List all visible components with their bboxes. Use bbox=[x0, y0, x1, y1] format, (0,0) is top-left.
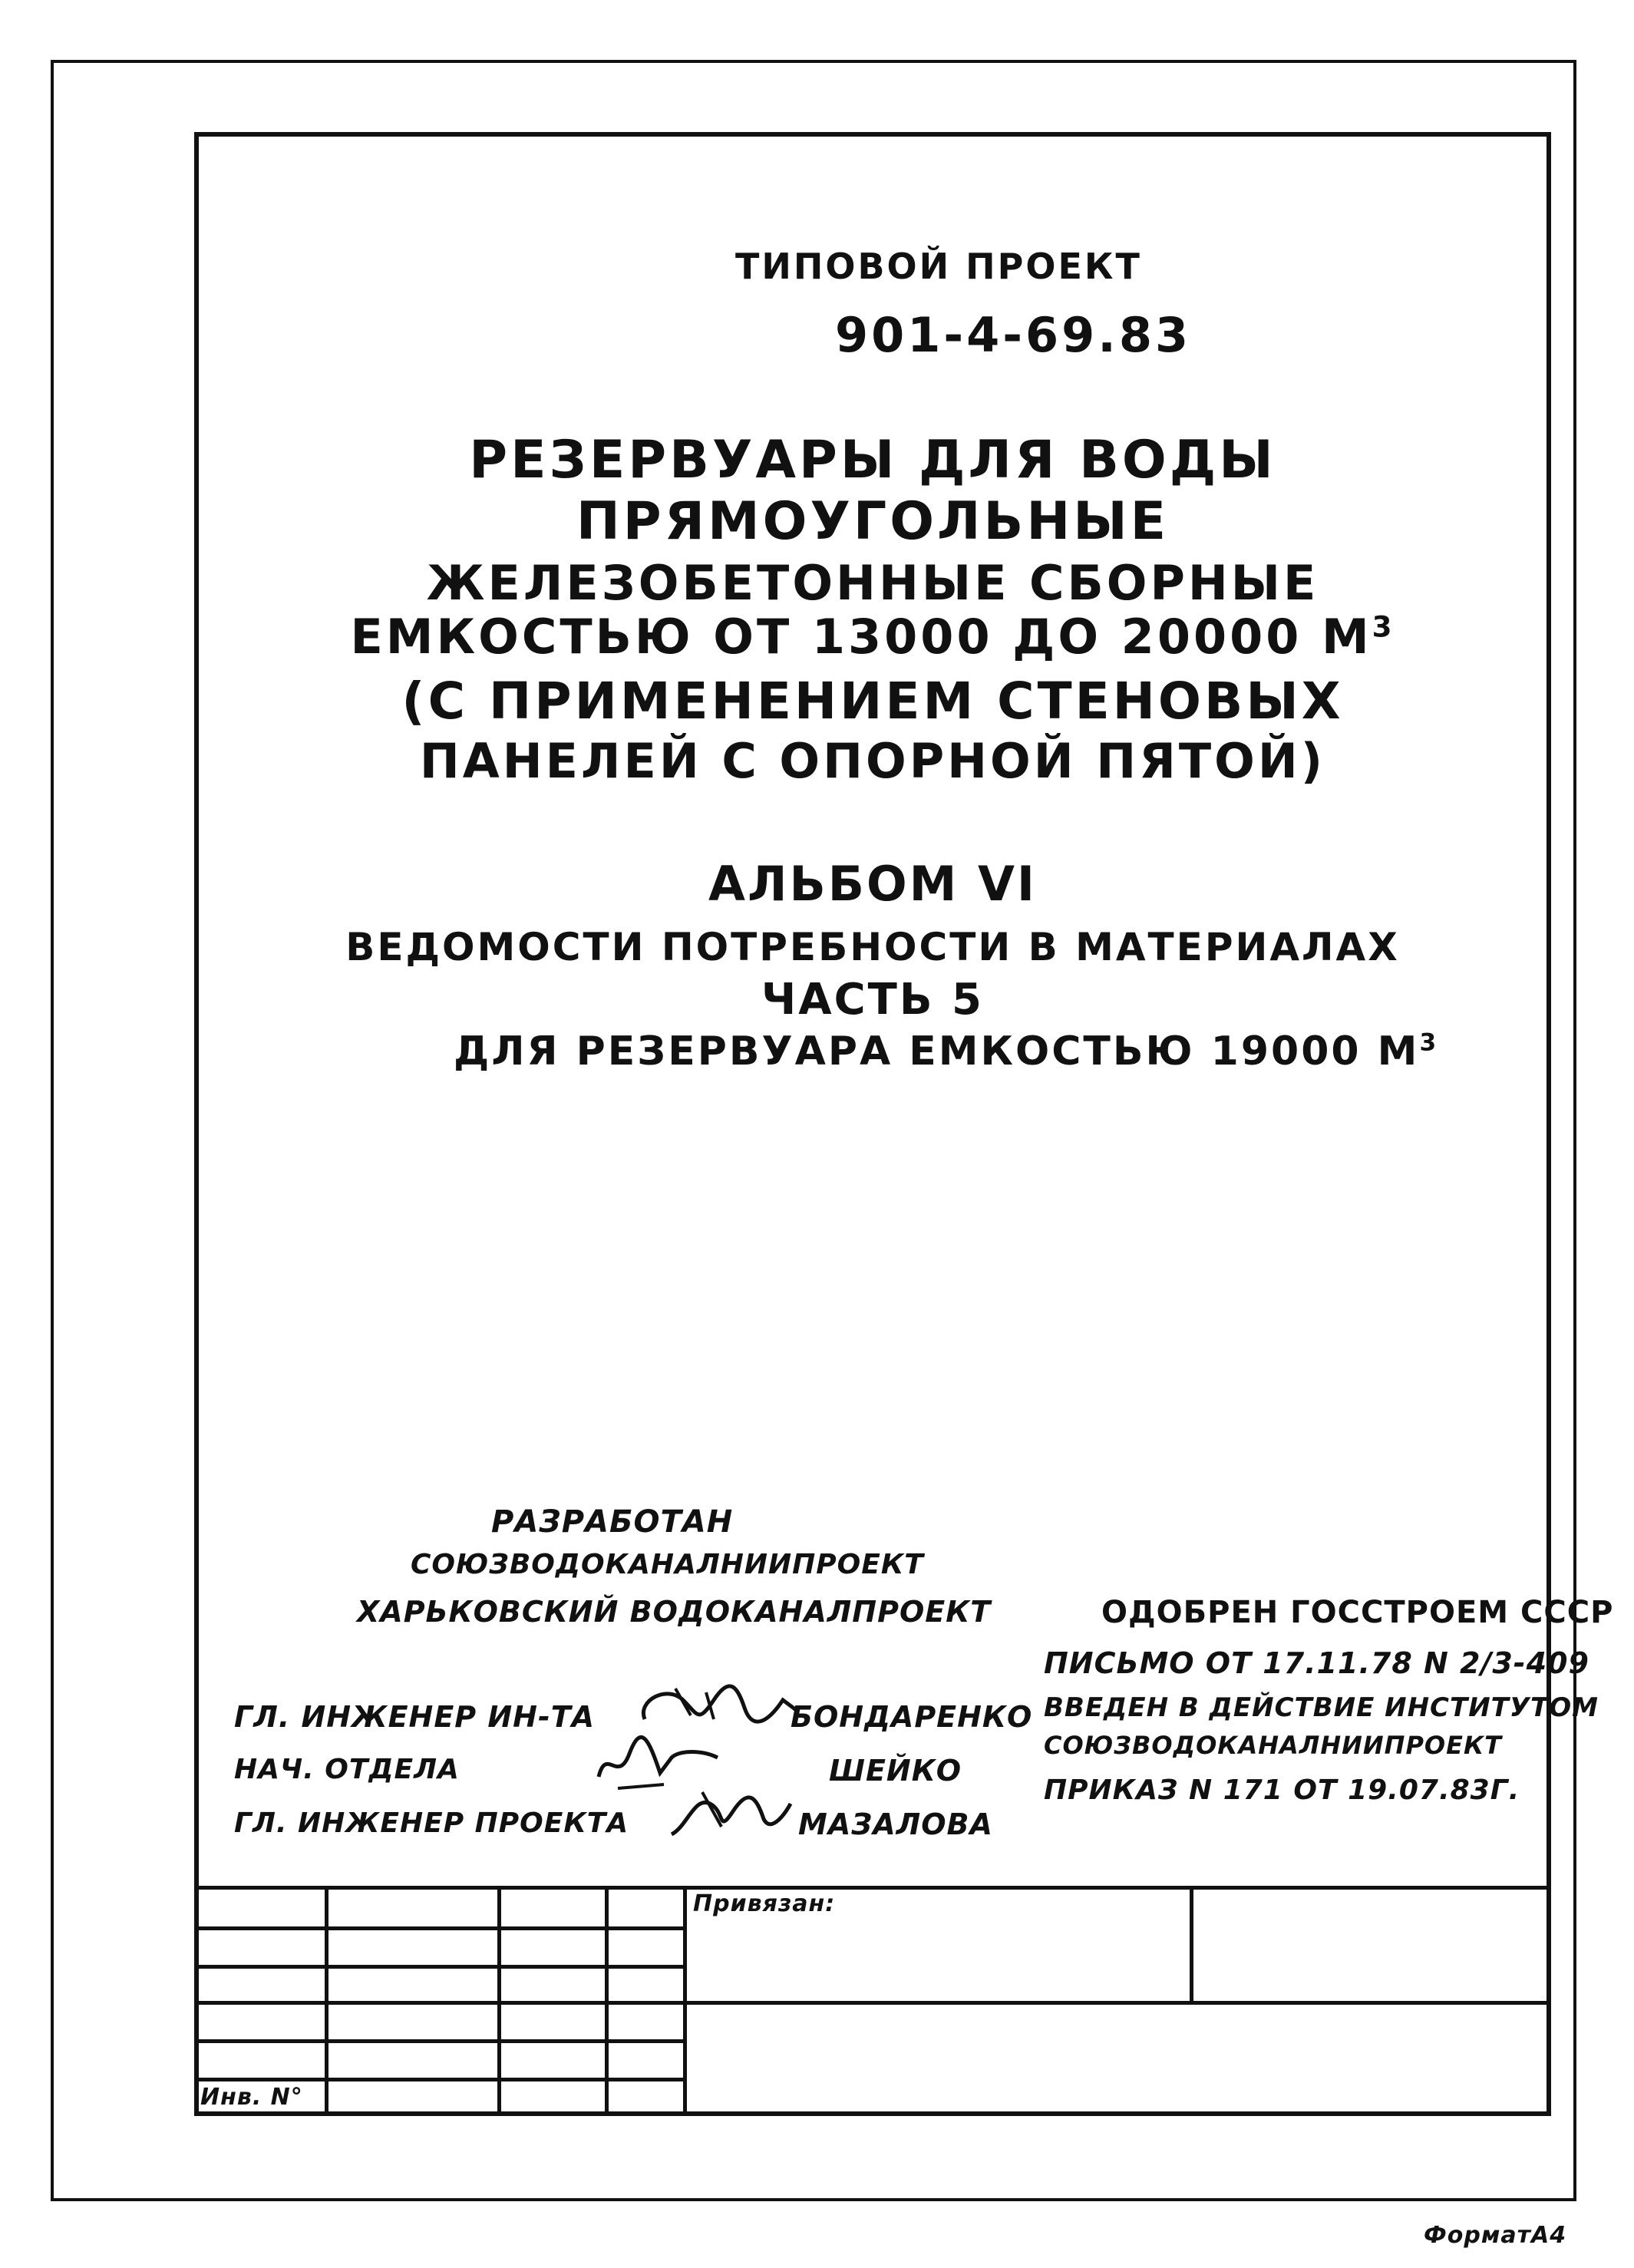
title-line-2: ПРЯМОУГОЛЬНЫЕ bbox=[576, 491, 1170, 552]
album-reservoir-sup: 3 bbox=[1419, 1028, 1439, 1057]
developed-org-1: СОЮЗВОДОКАНАЛНИИПРОЕКТ bbox=[411, 1549, 924, 1580]
album-reservoir bbox=[454, 1028, 1438, 1075]
title-line-4-sup: 3 bbox=[1372, 609, 1395, 644]
stamp-line bbox=[194, 2039, 685, 2043]
album-subtitle: ВЕДОМОСТИ ПОТРЕБНОСТИ В МАТЕРИАЛАХ bbox=[345, 925, 1400, 969]
approval-line-1: ОДОБРЕН ГОССТРОЕМ СССР bbox=[1101, 1595, 1614, 1630]
stamp-bound-label: Привязан: bbox=[693, 1890, 836, 1917]
signature-name-2: ШЕЙКО bbox=[829, 1754, 962, 1788]
title-line-4-text: ЕМКОСТЬЮ ОТ 13000 ДО 20000 М bbox=[350, 609, 1372, 665]
stamp-line bbox=[683, 1886, 687, 2114]
stamp-line bbox=[497, 1886, 501, 2114]
album-label: АЛЬБОМ VI bbox=[708, 856, 1038, 912]
album-reservoir-text: ДЛЯ РЕЗЕРВУАРА ЕМКОСТЬЮ 19000 М bbox=[454, 1028, 1420, 1075]
stamp-inv-label: Инв. N° bbox=[200, 2084, 303, 2111]
stamp-line bbox=[194, 2078, 685, 2081]
stamp-table bbox=[194, 1886, 1551, 2116]
title-line-1: РЕЗЕРВУАРЫ ДЛЯ ВОДЫ bbox=[469, 430, 1276, 490]
signature-role-3: ГЛ. ИНЖЕНЕР ПРОЕКТА bbox=[234, 1807, 629, 1839]
title-line-5: (С ПРИМЕНЕНИЕМ СТЕНОВЫХ bbox=[401, 672, 1344, 731]
stamp-line bbox=[194, 1886, 1551, 1890]
signature-name-1: БОНДАРЕНКО bbox=[791, 1700, 1033, 1734]
stamp-line bbox=[194, 1926, 685, 1930]
format-label: ФорматА4 bbox=[1424, 2222, 1567, 2249]
signature-role-1: ГЛ. ИНЖЕНЕР ИН-ТА bbox=[234, 1700, 596, 1734]
signature-scribble-3 bbox=[664, 1781, 794, 1850]
developed-label: РАЗРАБОТАН bbox=[491, 1504, 734, 1540]
signature-role-2: НАЧ. ОТДЕЛА bbox=[234, 1754, 460, 1785]
approval-line-5: ПРИКАЗ N 171 ОТ 19.07.83Г. bbox=[1044, 1774, 1520, 1806]
signature-name-3: МАЗАЛОВА bbox=[798, 1807, 993, 1841]
stamp-line bbox=[325, 1886, 328, 2114]
title-line-6: ПАНЕЛЕЙ С ОПОРНОЙ ПЯТОЙ) bbox=[419, 733, 1326, 789]
stamp-line bbox=[605, 1886, 609, 2114]
approval-line-2: ПИСЬМО ОТ 17.11.78 N 2/3-409 bbox=[1044, 1646, 1589, 1680]
stamp-line bbox=[194, 1965, 685, 1969]
album-part: ЧАСТЬ 5 bbox=[761, 975, 985, 1025]
developed-org-2: ХАРЬКОВСКИЙ ВОДОКАНАЛПРОЕКТ bbox=[357, 1595, 992, 1629]
title-line-4 bbox=[194, 609, 1551, 665]
title-line-3: ЖЕЛЕЗОБЕТОННЫЕ СБОРНЫЕ bbox=[426, 555, 1319, 611]
approval-line-4: СОЮЗВОДОКАНАЛНИИПРОЕКТ bbox=[1044, 1731, 1502, 1760]
stamp-line bbox=[1190, 1886, 1193, 2003]
project-number: 901-4-69.83 bbox=[835, 307, 1192, 363]
title-block bbox=[194, 134, 1551, 1132]
stamp-line bbox=[194, 2001, 1551, 2005]
signature-scribble-1 bbox=[629, 1677, 806, 1738]
approval-line-3: ВВЕДЕН В ДЕЙСТВИЕ ИНСТИТУТОМ bbox=[1044, 1692, 1599, 1723]
type-project-label: ТИПОВОЙ ПРОЕКТ bbox=[735, 246, 1142, 287]
